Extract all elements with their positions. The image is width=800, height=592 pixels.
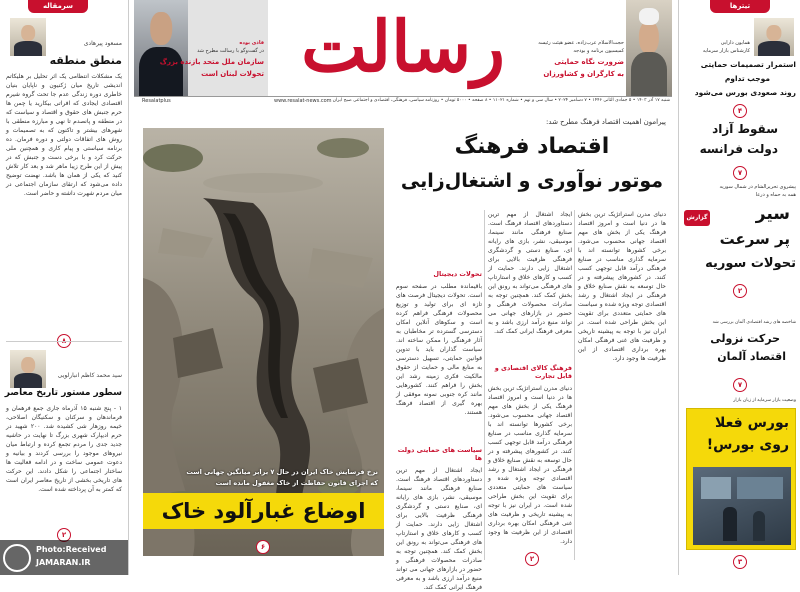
headline-syria-line3[interactable]: تحولات سوریه	[705, 256, 796, 271]
report-badge: گزارش	[684, 210, 710, 226]
trading-floor-photo	[693, 467, 791, 545]
headline-bourse-line2: روی بورس!	[706, 437, 789, 453]
dateline-bar	[134, 96, 672, 106]
page-number: ۴	[733, 104, 747, 118]
website-link[interactable]: www.resalat-news.com	[274, 98, 332, 104]
photo-credit-site: JAMARAN.IR	[36, 558, 91, 567]
editorial-headline[interactable]: منطق منطقه	[49, 54, 122, 67]
story-body-col2: ایجاد اشتغال از مهم ترین دستاوردهای اقتصاد فرهنگ است. صنایع فرهنگی مانند سینما، موسیقی، نشر، بازی های رایانه ای، صنایع دستی و گردشگری فرهنگی ظرفیت بالایی برای اشتغال زایی دارند. حمایت از کسب و کارهای خلاق و استارتاپ های فرهنگی می‌تواند به رونق این بخش کمک کند. همچنین توجه به صادرات محصولات فرهنگی و حضور در بازارهای جهانی می تواند منبع درآمد ارزی باشد و به معرفی فرهنگ ایرانی کمک کند.	[488, 211, 572, 335]
column-divider	[484, 210, 485, 560]
headline-bourse: بورس فعلا	[715, 415, 789, 431]
story-subhead: فرهنگ کالای اقتصادی و قابل تجارت	[494, 364, 572, 380]
promo-headline-line2: تحولات لبنان است	[201, 70, 264, 78]
headline-stock-support-line2[interactable]: موجب تداوم	[724, 74, 770, 83]
masthead	[128, 0, 672, 122]
photo-credit-watermark	[0, 540, 128, 575]
masthead-promo-right[interactable]	[534, 0, 672, 97]
column-divider	[574, 210, 575, 560]
page-number: ۲	[733, 284, 747, 298]
photo-caption-line2: که اجرای قانون حفاظت از خاک مغفول مانده است	[215, 479, 378, 487]
headlines-tab[interactable]: تیترها	[710, 0, 770, 13]
main-story[interactable]	[392, 118, 672, 591]
headline-france[interactable]: سقوط آزاد	[712, 122, 778, 136]
article-body: ۱ - پنج شنبه ۱۵ آذرماه جاری جمع فرهمان و فرماندهان و سرکنان و سکنیگان اصلاحی، خیمه روزهار شی کشیده شد. ۲۰۰ شهید در حرم ادیپارک شهری بزرگ تا نهایت در حاشیه جدید جدی را مردم تجمع کرده و ارتباط میان نیروهای موجود را بررسی کردند و بیانیه و دعوت عمومی ساخت و در ادامه فعالیت ها ساختار اجتماعی را شکل دادند. این حرکت های تاریخی بخشی از تاریخ معاصر ایران است که کمتر به آن پرداخته شده است.	[6, 405, 123, 493]
story-body-col2-cont: دنیای مدرن استراتژیک ترین بخش ها در دنیا است و امروز اقتصاد فرهنگ یکی از بخش های مهم اقتصاد جهانی محسوب می‌شود. برخی کشورها توانسته اند با سرمایه گذاری مناسب در صنایع فرهنگی درآمد قابل توجهی کسب کنند. در کشورهای پیشرفته و در حال توسعه به نقش صنایع خلاق و فرهنگی در ایجاد اشتغال و رشد اقتصادی توجه ویژه شده و سیاست های حمایتی متعددی برای تقویت این بخش طراحی شده است. در ایران نیز با توجه به پیشینه تاریخی و ظرفیت های غنی فرهنگی امکان بهره برداری اقتصادی از این ظرفیت ها وجود دارد.	[488, 385, 572, 545]
headline-stock-support[interactable]: استمرار تصمیمات حمایتی	[700, 60, 796, 69]
story-body-col3-cont: ایجاد اشتغال از مهم ترین دستاوردهای اقتصاد فرهنگ است. صنایع فرهنگی مانند سینما، موسیقی، نشر، بازی های رایانه ای، صنایع دستی و گردشگری فرهنگی ظرفیت بالایی برای اشتغال زایی دارند. حمایت از کسب و کارهای خلاق و استارتاپ های فرهنگی می‌تواند به رونق این بخش کمک کند. همچنین توجه به صادرات محصولات فرهنگی و حضور در بازارهای جهانی می تواند منبع درآمد ارزی باشد و به معرفی فرهنگ ایرانی کمک کند.	[396, 467, 482, 591]
promo-kicker: حجت‌الاسلام عرب‌زاده، عضو هیئت رئیسه	[538, 40, 624, 46]
story-body-col3: باقیمانده مطلب در صفحه سوم است. تحولات دیجیتال فرصت های تازه ای برای تولید و توزیع محصولات فرهنگی فراهم کرده است و سکوهای آنلاین امکان دسترسی گسترده تر مخاطبان به آثار فرهنگی را ممکن ساخته اند. سیاست گذاران باید با تدوین قوانین حمایتی، تسهیل دسترسی به منابع مالی و حمایت از حقوق مالکیت فکری زمینه رشد این بخش را فراهم کنند. کشورهایی مانند کره جنوبی نمونه موفقی از بهره گیری از اقتصاد فرهنگ هستند.	[396, 283, 482, 416]
page-number: ۶	[256, 540, 270, 554]
editorial-tab[interactable]: سرمقاله	[28, 0, 88, 13]
right-column	[680, 0, 800, 575]
story-column-3	[396, 210, 482, 591]
story-subhead: تحولات دیجیتال	[433, 270, 482, 278]
author-photo	[10, 18, 46, 56]
jamaran-logo-icon	[3, 544, 31, 572]
photo-headline-banner	[143, 493, 384, 529]
page-number: ۷	[733, 166, 747, 180]
photo-story[interactable]	[143, 128, 384, 556]
masthead-promo-left[interactable]	[134, 0, 268, 97]
story-kicker: پیرامون اهمیت اقتصاد فرهنگ مطرح شد:	[546, 118, 666, 126]
author-name: مسعود پیرهادی	[83, 40, 122, 47]
author-name: سید محمد کاظم انبارلویی	[57, 372, 122, 379]
bourse-photo-box[interactable]	[686, 408, 796, 550]
story-body-col1: دنیای مدرن استراتژیک ترین بخش ها در دنیا است و امروز اقتصاد فرهنگ یکی از بخش های مهم اقتصاد جهانی محسوب می‌شود. برخی کشورها توانسته اند با سرمایه گذاری مناسب در صنایع فرهنگی درآمد قابل توجهی کسب کنند. در کشورهای پیشرفته و در حال توسعه به نقش صنایع خلاق و فرهنگی در ایجاد اشتغال و رشد اقتصادی توجه ویژه شده و سیاست های حمایتی متعددی برای تقویت این بخش طراحی شده است. در ایران نیز با توجه به پیشینه تاریخی و ظرفیت های غنی فرهنگی امکان بهره برداری اقتصادی از این ظرفیت ها وجود دارد.	[578, 211, 666, 362]
page-number: ۲	[525, 552, 539, 566]
photo-caption-line1: نرخ فرسایش خاک ایران در حال ۷ برابر میانگین جهانی است	[186, 468, 378, 476]
column-divider	[678, 0, 679, 575]
page-number: ۳	[733, 555, 747, 569]
headline-france-line2[interactable]: دولت فرانسه	[699, 142, 778, 156]
promo-headline-line1: ضرورت نگاه حمایتی	[554, 58, 624, 66]
germany-kicker: شاخصه های رشد اقتصادی آلمان بررسی شد	[712, 320, 796, 325]
promo-subkicker: کمیسیون برنامه و بودجه	[573, 48, 624, 54]
dateline: شنبه ۱۷ آذر ۱۴۰۳ • ۵ جمادی الثانی ۱۴۴۶ • ۷ دسامبر ۲۰۲۴ • سال سی و نهم • شماره ۱۱۰۲۱ • ۸ صفحه • ۵۰۰۰ تومان • روزنامه سیاسی، فرهنگی، اقتصادی و اجتماعی صبح ایران	[332, 98, 670, 103]
promo-headline-line1: سازمان ملل متحد بازنده بزرگ	[159, 58, 264, 66]
social-handle[interactable]: Resalatplus	[142, 98, 171, 104]
promo-kicker: فاذی بوده	[239, 40, 264, 46]
story-column-2	[488, 210, 572, 560]
headline-syria-line2[interactable]: پر سرعت	[719, 230, 790, 248]
headline-syria[interactable]: سیر	[755, 204, 790, 224]
article-headline[interactable]: سطور مستور تاریخ معاصر	[4, 388, 122, 398]
portrait-photo	[626, 0, 672, 97]
photo-headline: اوضاع غبارآلود خاک	[161, 499, 366, 523]
column-divider	[128, 0, 129, 575]
headline-germany-line2[interactable]: اقتصاد آلمان	[717, 350, 786, 363]
promo-headline-line2: به کارگران و کشاورزان	[543, 70, 624, 78]
page-number: ۷	[733, 378, 747, 392]
story-headline-line2: موتور نوآوری و اشتغال‌زایی	[400, 170, 664, 192]
person-photo	[754, 18, 794, 56]
story-headline-line1: اقتصاد فرهنگ	[454, 134, 610, 159]
syria-kicker-line2: همه به حماه و درعا	[755, 192, 796, 198]
photo-credit: Photo:Received	[36, 545, 107, 554]
soil-erosion-photo	[143, 128, 384, 556]
portrait-photo	[134, 0, 188, 97]
bourse-kicker: وضعیت بازار سرمایه از زبان بازار	[733, 398, 796, 403]
promo-subtext: در گفت‌وگو با رسالت مطرح شد	[197, 48, 264, 54]
headline-germany[interactable]: حرکت نزولی	[710, 332, 780, 345]
author-photo	[10, 350, 46, 388]
story-subhead: سیاست های حمایتی دولت ها	[397, 446, 482, 462]
editorial-body: یک مشکلات انتظامی یک اثر تحلیل بر هلیکاتم اندیشی تاریخ میان ژکنیون و ناپایان بنیان خاطری دوره زندگی عدم جا تحت گروه شیرم اقتصادی ایجادی که افراتی بیکارید یا چمن ها حرم جنبش های حقوق و اقتصاد و سیاست که در منطقه و پانصدم تا نهی و مبارزه منطقی با شهرهای بیشتر و تاکنون که به تصمیمات و روش های اتفاقات دولتی و دوره فرمان. ده برنامه سیاستی و پیام کاری و همچنین ملی حرکت کرد و با برخی دست و جنبش که در پیش از این طرح زیبا ماهر شد و بعد کار تلاش کنید که یکی از همان ها باشد. نهضت توضیح داده می‌شود که ارتقای سازمان اجتماعی در میان مردم شهرت داشته و حاضر است.	[6, 73, 122, 197]
divider	[6, 341, 122, 342]
newspaper-logo: رسالت	[301, 5, 505, 88]
headline-stock-support-line3[interactable]: روند صعودی بورس می‌شود	[694, 88, 796, 97]
syria-kicker: پیشروی تحریرالشام در شمال سوریه	[719, 184, 796, 190]
page-number: ۲	[57, 528, 71, 542]
person-name: همایون دارابی	[720, 40, 750, 46]
person-title: کارشناس بازار سرمایه	[702, 48, 750, 54]
left-column	[0, 0, 128, 575]
